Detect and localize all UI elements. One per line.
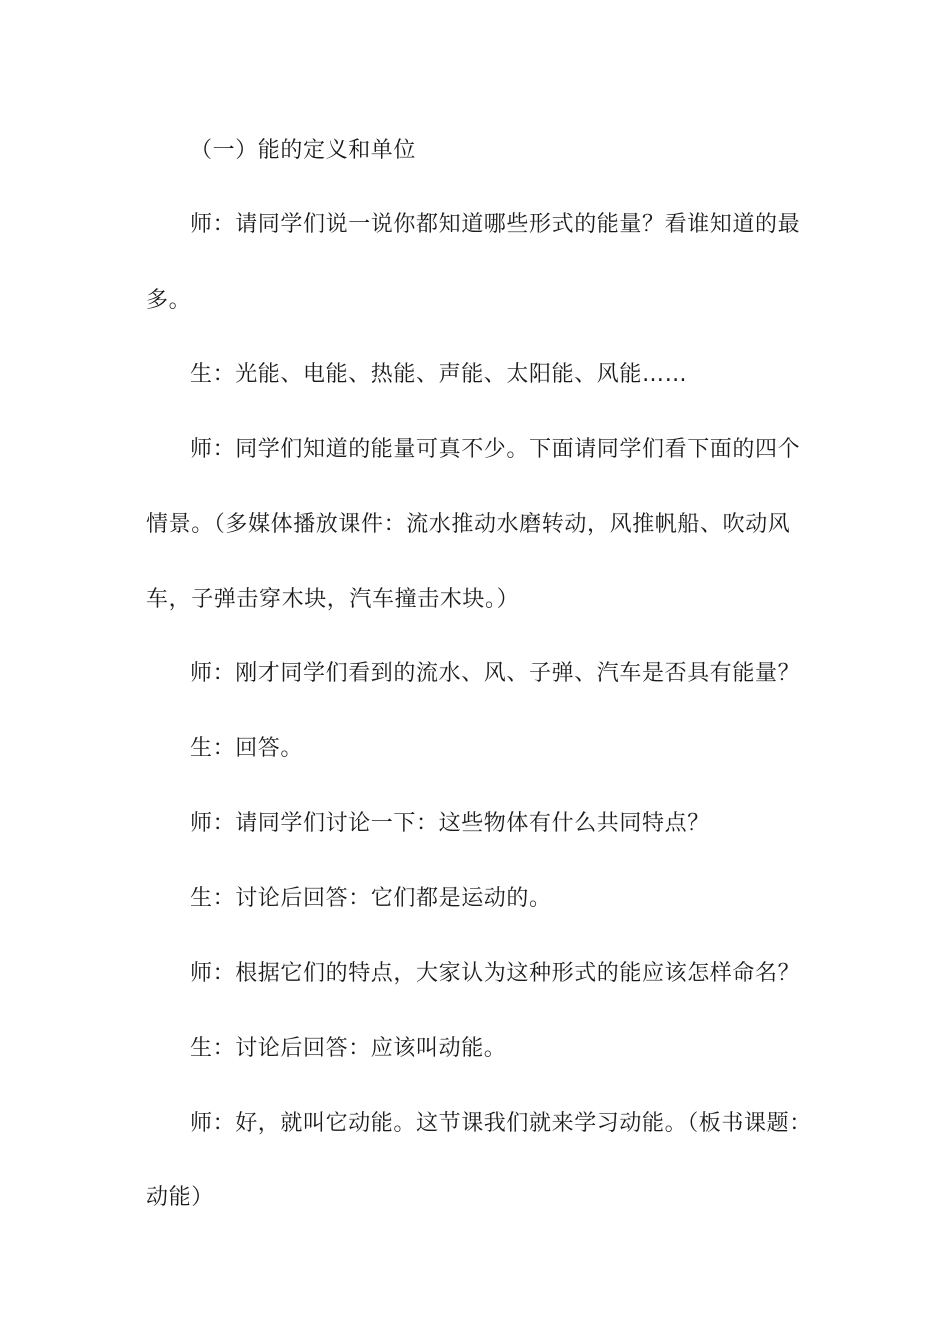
paragraph-line: 生：讨论后回答：应该叫动能。 (190, 1036, 507, 1061)
paragraph-line: 车，子弹击穿木块，汽车撞击木块。） (146, 587, 520, 612)
paragraph-line: 师：根据它们的特点，大家认为这种形式的能应该怎样命名？ (190, 961, 801, 986)
paragraph-line: 生：讨论后回答：它们都是运动的。 (190, 886, 552, 911)
section-heading: （一）能的定义和单位 (190, 138, 417, 163)
paragraph-line: 师：同学们知道的能量可真不少。下面请同学们看下面的四个 (190, 437, 801, 462)
paragraph-line: 师：刚才同学们看到的流水、风、子弹、汽车是否具有能量？ (190, 661, 801, 686)
paragraph-line: 动能） (146, 1185, 214, 1210)
paragraph-line: 生：光能、电能、热能、声能、太阳能、风能…… (190, 362, 688, 387)
paragraph-line: 情景。（多媒体播放课件：流水推动水磨转动，风推帆船、吹动风 (146, 512, 791, 537)
paragraph-line: 多。 (146, 288, 192, 313)
paragraph-line: 师：请同学们说一说你都知道哪些形式的能量？看谁知道的最 (190, 212, 801, 237)
paragraph-line: 师：请同学们讨论一下：这些物体有什么共同特点？ (190, 811, 710, 836)
paragraph-line: 师：好，就叫它动能。这节课我们就来学习动能。（板书课题： (190, 1111, 812, 1136)
paragraph-line: 生：回答。 (190, 736, 304, 761)
